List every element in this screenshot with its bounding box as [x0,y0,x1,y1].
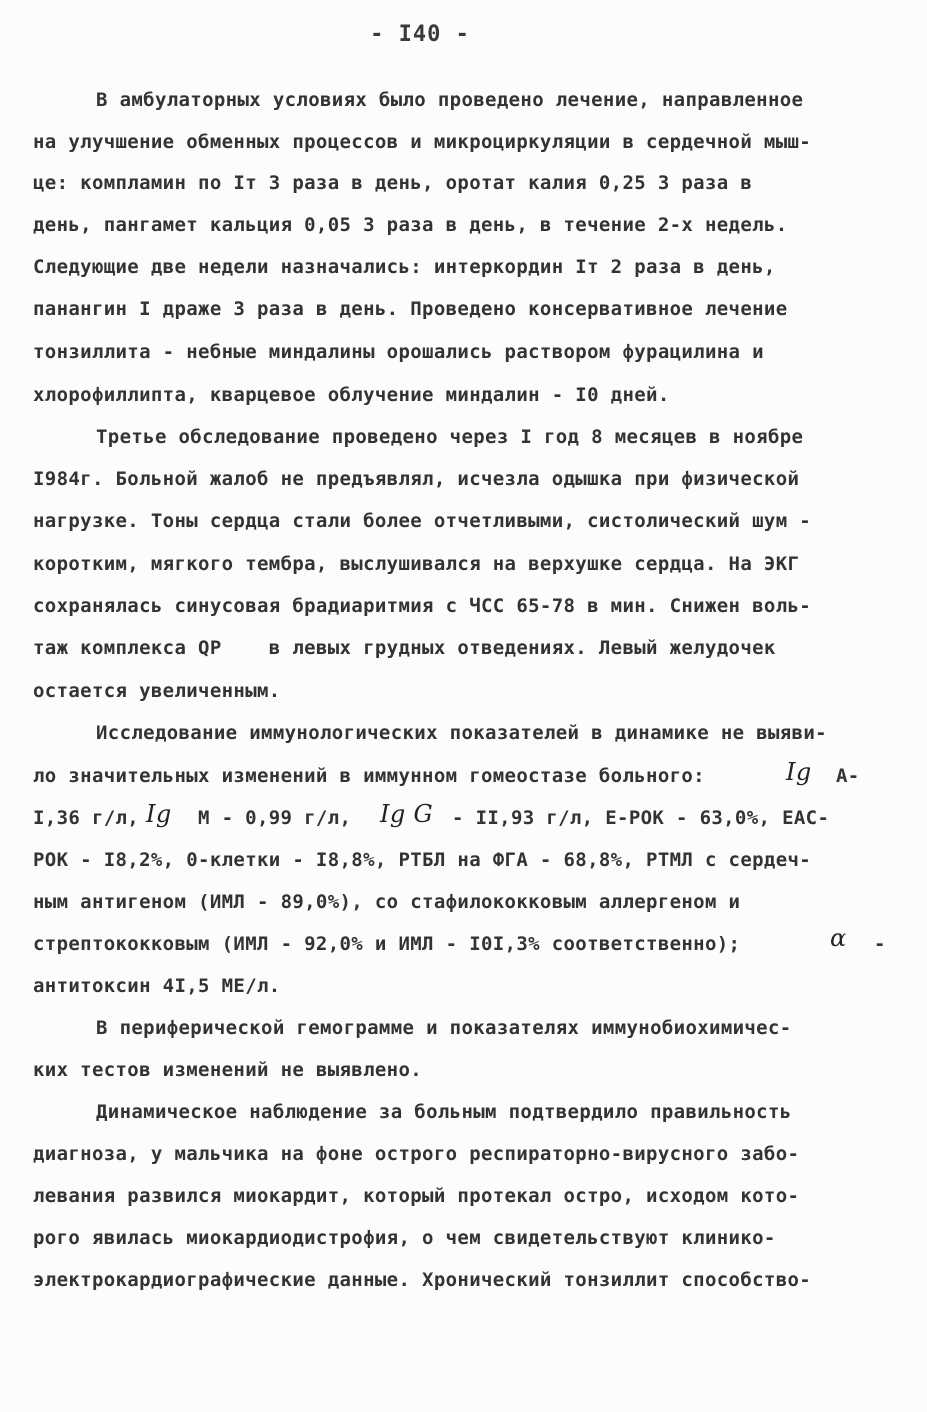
text-line: Исследование иммунологических показателей в динамике не выяви- [96,722,827,744]
text-line: ным антигеном (ИМЛ - 89,0%), со стафилококковым аллергеном и [33,891,741,913]
text-line: антитоксин 4I,5 МЕ/л. [33,975,281,997]
text-line: диагноза, у мальчика на фоне острого респираторно-вирусного забо- [33,1143,800,1165]
text-line: ло значительных изменений в иммунном гомеостазе больного: [33,765,705,787]
text-line: остается увеличенным. [33,680,281,702]
text-line: нагрузке. Тоны сердца стали более отчетливыми, систолический шум - [33,510,812,532]
text-line: Динамическое наблюдение за больным подтвердило правильность [96,1101,792,1123]
text-line: день, пангамет кальция 0,05 3 раза в день, в течение 2-х недель. [33,214,788,236]
handwritten-ig-g: Ig G [380,800,434,828]
text-line: рого явилась миокардиодистрофия, о чем свидетельствуют клинико- [33,1227,776,1249]
text-line: коротким, мягкого тембра, выслушивался на верхушке сердца. На ЭКГ [33,553,800,575]
text-line: левания развился миокардит, который протекал остро, исходом кото- [33,1185,800,1207]
page-number: - I40 - [370,22,470,47]
text-line: В амбулаторных условиях было проведено лечение, направленное [96,89,804,111]
text-line: РОК - I8,2%, 0-клетки - I8,8%, РТБЛ на ФГА - 68,8%, РТМЛ с сердеч- [33,849,812,871]
text-line: ких тестов изменений не выявлено. [33,1059,423,1081]
handwritten-alpha: α [830,924,847,952]
text-line: I984г. Больной жалоб не предъявлял, исчезла одышка при физической [33,468,800,490]
text-line: таж комплекса QP в левых грудных отведениях. Левый желудочек [33,637,776,659]
handwritten-ig: Ig [146,800,172,828]
text-line: на улучшение обменных процессов и микроциркуляции в сердечной мыш- [33,131,812,153]
text-line: электрокардиографические данные. Хронический тонзиллит способство- [33,1269,812,1291]
text-line: сохранялась синусовая брадиаритмия с ЧСС 65-78 в мин. Снижен воль- [33,595,812,617]
handwritten-ig: Ig [786,758,812,786]
text-line: Третье обследование проведено через I год 8 месяцев в ноябре [96,426,804,448]
text-line: Следующие две недели назначались: интеркордин Iт 2 раза в день, [33,256,776,278]
text-line: тонзиллита - небные миндалины орошались раствором фурацилина и [33,341,764,363]
text-line: - II,93 г/л, E-РОК - 63,0%, EAC- [452,807,830,829]
text-line: стрептококковым (ИМЛ - 92,0% и ИМЛ - I0I,3% соответственно); [33,933,741,955]
text-line: M - 0,99 г/л, [198,807,352,829]
text-line: A- [836,765,860,787]
text-line: I,36 г/л, [33,807,140,829]
text-line: - [874,933,886,955]
text-line: хлорофиллипта, кварцевое облучение миндалин - I0 дней. [33,384,670,406]
text-line: панангин I драже 3 раза в день. Проведено консервативное лечение [33,298,788,320]
text-line: це: компламин по Iт 3 раза в день, оротат калия 0,25 3 раза в [33,172,753,194]
text-line: В периферической гемограмме и показателях иммунобиохимичес- [96,1017,792,1039]
